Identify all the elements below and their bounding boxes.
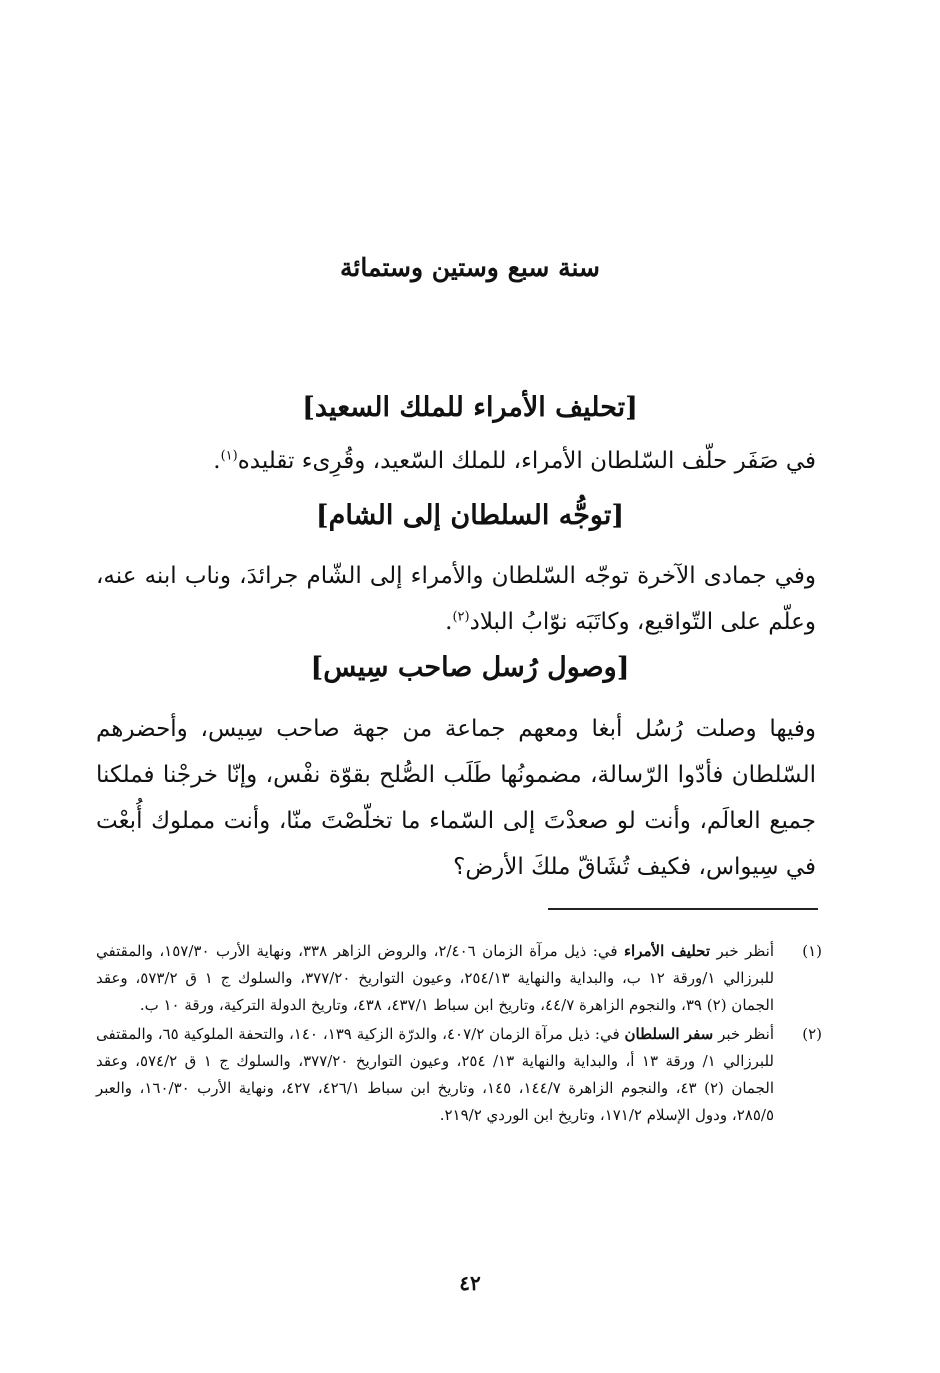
footnote-prefix: أنظر خبر [718, 1025, 774, 1043]
footnote-body: في: ذيل مرآة الزمان ٤٠٧/٢، والدرّة الزكية ١٣٩، ١٤٠، والتحفة الملوكية ٦٥، والمقتفى للبرزالي ١/ ورقة ١٣ أ، والبداية والنهاية ١٣/ ٢٥٤، وعيون التواريخ ٣٧٧/٢٠، والسلوك ج ١ ق ٥٧٤/٢، وعقد الجمان (٢) ٤٣، والنجوم الزاهرة ١٤٤/٧، ١٤٥، وتاريخ ابن سباط ٤٢٦/١، ٤٢٧، ونهاية الأرب ١٦٠/٣٠، والعبر ٢٨٥/٥، ودول الإسلام ١٧١/٢، وتاريخ ابن الوردي ٢١٩/٢. [96, 1025, 774, 1124]
paragraph-text: في صَفَر حلّف السّلطان الأمراء، للملك السّعيد، وقُرِىء تقليده [237, 448, 816, 474]
footnote-topic: سفر السلطان [624, 1025, 714, 1043]
footnote-ref-1: (١) [220, 448, 238, 464]
footnote-number: (١) [802, 942, 822, 960]
paragraph-text: وفي جمادى الآخرة توجّه السّلطان والأمراء إلى الشّام جرائدَ، وناب ابنه عنه، وعلّم على التّواقيع، وكاتَبَه نوّابُ البلاد [96, 563, 816, 635]
footnote-text [96, 1021, 774, 1129]
section-heading-3: [وصول رُسل صاحب سِيس] [310, 652, 630, 683]
footnote-divider [548, 908, 818, 910]
section-heading-2: [توجُّه السلطان إلى الشام] [315, 500, 625, 531]
footnote-prefix: أنظر خبر [716, 942, 774, 960]
section-paragraph-1 [96, 438, 816, 484]
footnote-ref-2: (٢) [452, 609, 470, 625]
section-paragraph-2 [96, 553, 816, 645]
paragraph-end: . [445, 609, 453, 635]
footnote-number: (٢) [802, 1025, 822, 1043]
page-number: ٤٢ [459, 1271, 481, 1295]
footnote-text [96, 938, 774, 1019]
paragraph-end: . [213, 448, 221, 474]
paragraph-text: وفيها وصلت رُسُل أبغا ومعهم جماعة من جهة صاحب سِيس، وأحضرهم السّلطان فأدّوا الرّسالة، مضمونُها طَلَب الصُّلح بقوّة نفْس، وإنّا خرجْنا فملكنا جميع العالَم، وأنت لو صعدْتَ إلى السّماء ما تخلّصْتَ منّا، وأنت مملوك أُبعْت في سِيواس، فكيف تُشَاقّ ملكَ الأرض؟ [96, 716, 816, 880]
footnote-2 [96, 1021, 822, 1129]
section-paragraph-3 [96, 706, 816, 890]
section-heading-1: [تحليف الأمراء للملك السعيد] [302, 392, 638, 423]
footnote-topic: تحليف الأمراء [623, 942, 711, 960]
footnote-body: في: ذيل مرآة الزمان ٢/٤٠٦، والروض الزاهر ٣٣٨، ونهاية الأرب ١٥٧/٣٠، والمقتفي للبرزالي ١/ورقة ١٢ ب، والبداية والنهاية ٢٥٤/١٣، وعيون التواريخ ٣٧٧/٢٠، والسلوك ج ١ ق ٥٧٣/٢، وعقد الجمان (٢) ٣٩، والنجوم الزاهرة ٤٤/٧، وتاريخ ابن سباط ٤٣٧/١، ٤٣٨، وتاريخ الدولة التركية، ورقة ١٠ ب. [96, 942, 775, 1014]
year-title: سنة سبع وستين وستمائة [340, 253, 600, 282]
footnote-1 [96, 938, 822, 1019]
footnotes [96, 938, 822, 1131]
